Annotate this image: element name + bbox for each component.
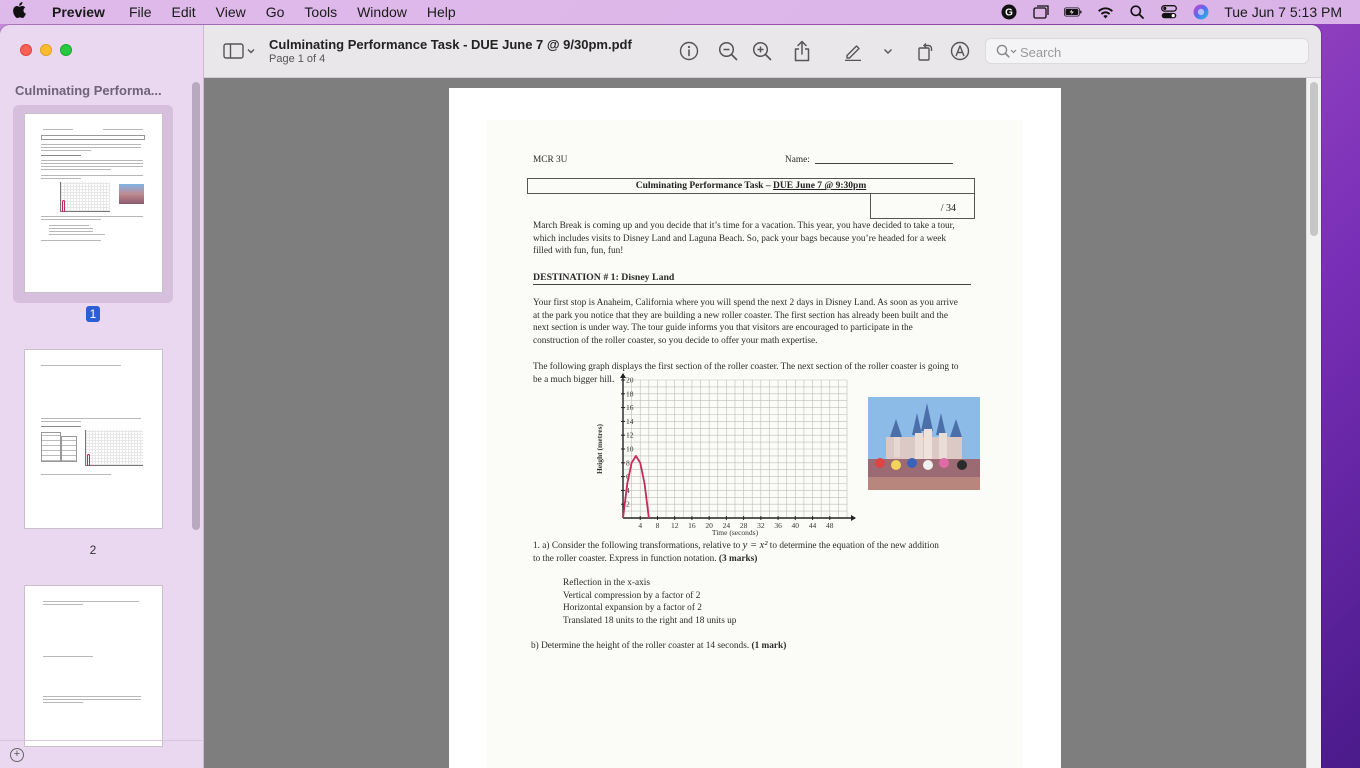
- x-tick-label: 16: [688, 521, 696, 530]
- annotate-button[interactable]: [949, 40, 971, 62]
- zoom-in-button[interactable]: [751, 40, 773, 62]
- window-switcher-icon[interactable]: [1032, 4, 1050, 20]
- menu-app-preview[interactable]: Preview: [52, 4, 105, 20]
- graph-intro-line: The following graph displays the first section of the roller coaster. The next section of the roller coaster is going to: [533, 362, 959, 372]
- name-label: Name:: [785, 155, 810, 165]
- destination-heading: DESTINATION # 1: Disney Land: [533, 272, 675, 283]
- destination-paragraph: [533, 297, 958, 347]
- y-axis-label: Height (metres): [595, 423, 604, 475]
- grammarly-icon[interactable]: [1000, 4, 1018, 20]
- y-tick-label: 8: [626, 458, 630, 468]
- sidebar-scrollbar[interactable]: [192, 82, 200, 530]
- y-tick-label: 4: [626, 485, 630, 495]
- graph-intro-line: be a much bigger hill.: [533, 374, 615, 385]
- page-number-2: 2: [89, 543, 97, 557]
- transformation-item: Reflection in the x-axis: [563, 578, 651, 588]
- menu-file[interactable]: File: [128, 4, 152, 20]
- document-viewer[interactable]: [204, 78, 1321, 768]
- y-tick-label: 10: [626, 444, 634, 454]
- pen-icon: [843, 41, 863, 61]
- annotate-icon: [950, 41, 970, 61]
- search-icon: [996, 44, 1018, 64]
- info-button[interactable]: [678, 40, 700, 62]
- name-line: [815, 163, 953, 164]
- menu-tools[interactable]: Tools: [304, 4, 338, 20]
- sidebar-document-title: Culminating Performa...: [15, 83, 162, 98]
- window-controls: [20, 44, 72, 56]
- zoom-out-button[interactable]: [717, 40, 739, 62]
- fullscreen-window-button[interactable]: [60, 44, 72, 56]
- x-axis-arrow: [851, 515, 856, 521]
- paragraph-line: Your first stop is Anaheim, California where you will spend the next 2 days in Disney Land. As soon as you arrive: [533, 298, 958, 308]
- q1a-marks: (3 marks): [718, 553, 758, 564]
- battery-icon[interactable]: [1064, 4, 1082, 20]
- x-tick-label: 28: [739, 521, 748, 530]
- x-tick-label: 40: [791, 521, 800, 530]
- thumbnail-sidebar: [0, 25, 204, 768]
- wifi-icon[interactable]: [1096, 4, 1114, 20]
- status-area: [1000, 4, 1360, 20]
- x-tick-label: 4: [638, 521, 643, 530]
- menubar-clock[interactable]: Tue Jun 7 5:13 PM: [1224, 4, 1342, 20]
- page-thumbnail-3[interactable]: [25, 586, 162, 746]
- add-page-icon[interactable]: +: [10, 748, 24, 762]
- transformations-list: [563, 577, 736, 627]
- q1a-text: 1. a) Consider the following transformations, relative to: [533, 541, 743, 551]
- course-code: MCR 3U: [533, 155, 568, 165]
- page-thumbnail-1[interactable]: [25, 114, 162, 292]
- x-tick-label: 44: [808, 521, 817, 530]
- page-indicator: Page 1 of 4: [269, 53, 326, 65]
- pdf-page-1: [449, 88, 1061, 768]
- search-input[interactable]: [1020, 43, 1300, 61]
- q1a-text-end: to determine the equation of the new addition: [767, 541, 939, 551]
- rotate-button[interactable]: [914, 40, 936, 62]
- control-center-icon[interactable]: [1160, 4, 1178, 20]
- question-1b: [531, 640, 786, 653]
- zoom-in-icon: [752, 41, 772, 61]
- y-tick-label: 12: [626, 430, 634, 440]
- heading-text: Culminating Performance Task –: [635, 181, 773, 191]
- disney-castle-photo: [868, 397, 980, 490]
- y-tick-label: 18: [626, 389, 634, 399]
- x-tick-label: 12: [670, 521, 679, 530]
- page-thumbnail-2[interactable]: [25, 350, 162, 528]
- paragraph-line: at the park you notice that they are building a new roller coaster. The first section has already been built and the: [533, 310, 948, 321]
- q1b-marks: (1 mark): [751, 641, 787, 651]
- markup-options-button[interactable]: [880, 40, 896, 62]
- toolbar: [204, 25, 1321, 78]
- search-field[interactable]: [985, 38, 1309, 64]
- menu-edit[interactable]: Edit: [171, 4, 196, 20]
- close-window-button[interactable]: [20, 44, 32, 56]
- siri-icon[interactable]: [1192, 4, 1210, 20]
- info-icon: [679, 41, 699, 61]
- transformation-item: Horizontal expansion by a factor of 2: [563, 603, 702, 613]
- x-tick-label: 8: [655, 521, 660, 530]
- menu-window[interactable]: Window: [357, 4, 407, 20]
- score-box: / 34: [870, 194, 975, 219]
- roller-coaster-graph: [589, 368, 859, 538]
- y-tick-label: 16: [626, 403, 634, 413]
- x-tick-label: 24: [722, 521, 731, 530]
- intro-line: filled with fun, fun, fun!: [533, 246, 624, 256]
- paragraph-line: construction of the roller coaster, so you decide to offer your math expertise.: [533, 335, 818, 346]
- menu-bar: [0, 0, 1360, 24]
- y-tick-label: 20: [626, 375, 634, 385]
- intro-line: March Break is coming up and you decide that it’s time for a vacation. This year, you have decided to take a tour,: [533, 221, 955, 231]
- heading-due-date: DUE June 7 @ 9:30pm: [772, 181, 867, 191]
- x-tick-label: 32: [757, 521, 765, 530]
- task-heading: [527, 178, 975, 194]
- intro-paragraph: [533, 220, 955, 258]
- question-1a: [533, 540, 939, 565]
- menu-help[interactable]: Help: [426, 4, 456, 20]
- spotlight-search-icon[interactable]: [1128, 4, 1146, 20]
- sidebar-toggle-button[interactable]: [222, 40, 256, 62]
- intro-line: which includes visits to Disney Land and Laguna Beach. So, pack your bags because you’re headed for a week: [533, 233, 947, 244]
- sidebar-footer: [0, 740, 204, 768]
- share-icon: [793, 40, 811, 62]
- zoom-out-icon: [718, 41, 738, 61]
- markup-button[interactable]: [842, 40, 864, 62]
- destination-rule: [533, 284, 971, 285]
- q1a-equation: y = x²: [742, 540, 768, 551]
- y-tick-label: 6: [626, 472, 630, 482]
- page-number-1: 1: [86, 306, 100, 322]
- q1b-text: b) Determine the height of the roller coaster at 14 seconds.: [531, 641, 752, 651]
- document-title: Culminating Performance Task - DUE June 7 @ 9/30pm.pdf: [269, 37, 632, 52]
- menu-go[interactable]: Go: [265, 4, 285, 20]
- preview-window: [0, 25, 1321, 768]
- vertical-scrollbar-thumb[interactable]: [1310, 82, 1318, 236]
- paragraph-line: next section is under way. The tour guide informs you that visitors are encouraged to participate in the: [533, 323, 913, 333]
- y-tick-label: 14: [626, 416, 634, 426]
- x-tick-label: 48: [826, 521, 834, 530]
- q1a-line-2: to the roller coaster. Express in function notation.: [533, 553, 719, 564]
- chevron-down-icon: [882, 46, 894, 56]
- x-axis-label: Time (seconds): [711, 528, 759, 537]
- transformation-item: Translated 18 units to the right and 18 units up: [563, 615, 737, 626]
- apple-menu-icon[interactable]: [0, 2, 38, 23]
- x-tick-label: 20: [705, 521, 713, 530]
- rotate-icon: [915, 41, 935, 61]
- menu-view[interactable]: View: [215, 4, 246, 20]
- svg-text:G: G: [1005, 7, 1014, 19]
- minimize-window-button[interactable]: [40, 44, 52, 56]
- transformation-item: Vertical compression by a factor of 2: [563, 590, 701, 601]
- share-button[interactable]: [791, 40, 813, 62]
- x-tick-label: 36: [774, 521, 782, 530]
- y-tick-label: 2: [626, 499, 630, 509]
